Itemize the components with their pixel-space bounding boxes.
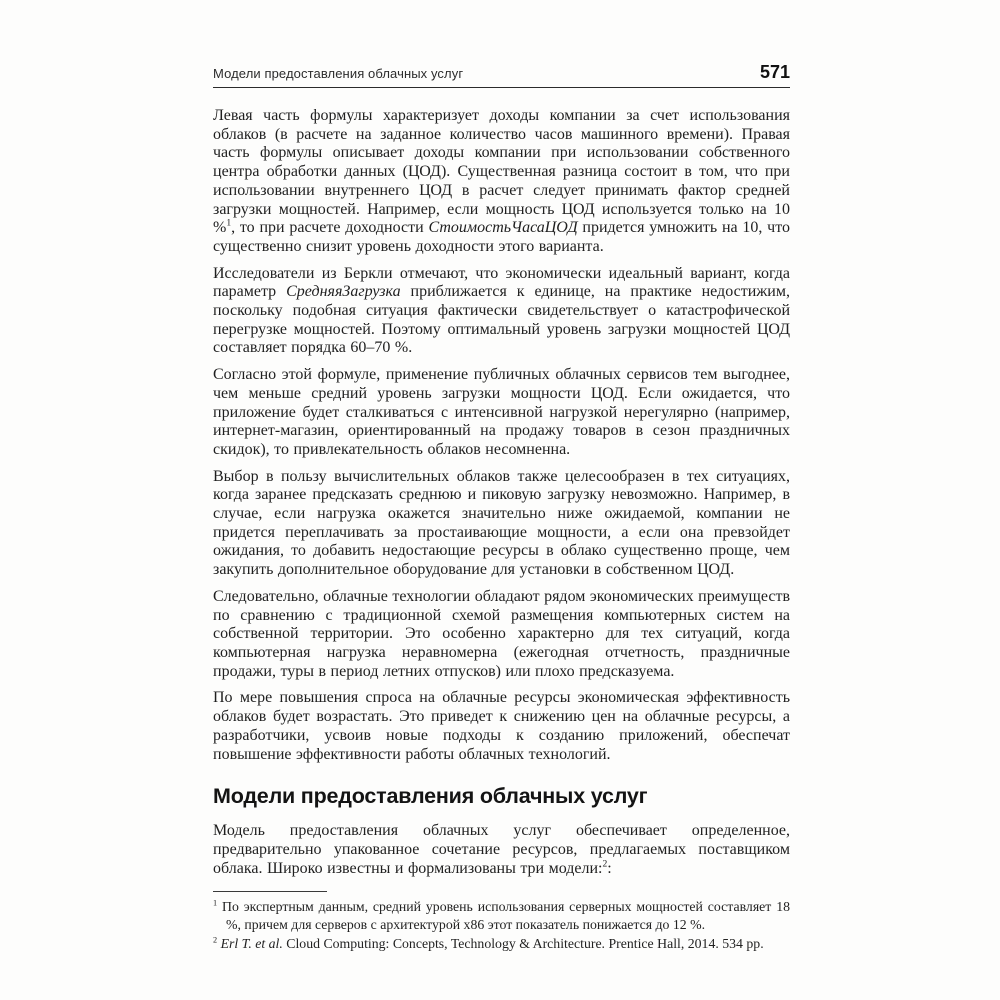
- footnote-separator: [213, 891, 327, 892]
- running-head: [213, 62, 790, 83]
- page-content: [213, 62, 790, 953]
- body-blocks: [213, 107, 790, 878]
- footnote: $^1$ По экспертным данным, средний уровень использования серверных мощностей составляет 18 %, причем для серверов с архитектурой x86 этот показатель понижается до 12 %.: [213, 898, 790, 932]
- paragraph: Исследователи из Беркли отмечают, что экономически идеальный вариант, когда параметр СредняяЗагрузка приближается к единице, на практике недостижим, поскольку подобная ситуация фактически свидетельствует о катастрофической перегрузке мощностей. Поэтому оптимальный уровень загрузки мощностей ЦОД составляет порядка 60–70 %.: [213, 264, 790, 357]
- paragraph: Левая часть формулы характеризует доходы компании за счет использования облаков (в расчете на заданное количество часов машинного времени). Правая часть формулы описывает доходы компании при использовании собственного центра обработки данных (ЦОД). Существенная разница состоит в том, что при использовании внутреннего ЦОД в расчет следует принимать фактор средней загрузки мощностей. Например, если мощность ЦОД используется только на 10 %$^1$, то при расчете доходности СтоимостьЧасаЦОД придется умножить на 10, что существенно снизит уровень доходности этого варианта.: [213, 107, 790, 255]
- section-heading: Модели предоставления облачных услуг: [213, 784, 648, 809]
- paragraph: По мере повышения спроса на облачные ресурсы экономическая эффективность облаков будет возрастать. Это приведет к снижению цен на облачные ресурсы, а разработчики, усвоив новые подходы к созданию приложений, обеспечат повышение эффективности работы облачных технологий.: [213, 689, 790, 763]
- paragraph: Следовательно, облачные технологии обладают рядом экономических преимуществ по сравнению с традиционной схемой размещения компьютерных систем на собственной территории. Это особенно характерно для тех ситуаций, когда компьютерная нагрузка неравномерна (ежегодная отчетность, праздничные продажи, туры в период летних отпусков) или плохо предсказуема.: [213, 587, 790, 680]
- running-head-title: Модели предоставления облачных услуг: [213, 66, 464, 81]
- paragraph: Выбор в пользу вычислительных облаков также целесообразен в тех ситуациях, когда заранее предсказать среднюю и пиковую загрузку невозможно. Например, в случае, если нагрузка окажется значительно ниже ожидаемой, компании не придется переплачивать за простаивающие мощности, а если она превзойдет ожидания, то добавить недостающие ресурсы в облако существенно проще, чем закупить дополнительное оборудование для установки в собственном ЦОД.: [213, 467, 790, 579]
- footnote: $^2$ Erl T. et al. Cloud Computing: Concepts, Technology & Architecture. Prentice Hall, 2014. 534 pp.: [213, 934, 764, 951]
- paragraph: Модель предоставления облачных услуг обеспечивает определенное, предварительно упакованное сочетание ресурсов, предлагаемых поставщиком облака. Широко известны и формализованы три модели:$^2$:: [213, 822, 790, 877]
- footnotes: [213, 898, 790, 952]
- header-rule: [213, 87, 790, 88]
- page-number: 571: [759, 62, 790, 82]
- paragraph: Согласно этой формуле, применение публичных облачных сервисов тем выгоднее, чем меньше средний уровень загрузки мощности ЦОД. Если ожидается, что приложение будет сталкиваться с интенсивной нагрузкой нерегулярно (например, интернет-магазин, ориентированный на продажу товаров в сезон праздничных скидок), то привлекательность облаков несомненна.: [213, 366, 790, 458]
